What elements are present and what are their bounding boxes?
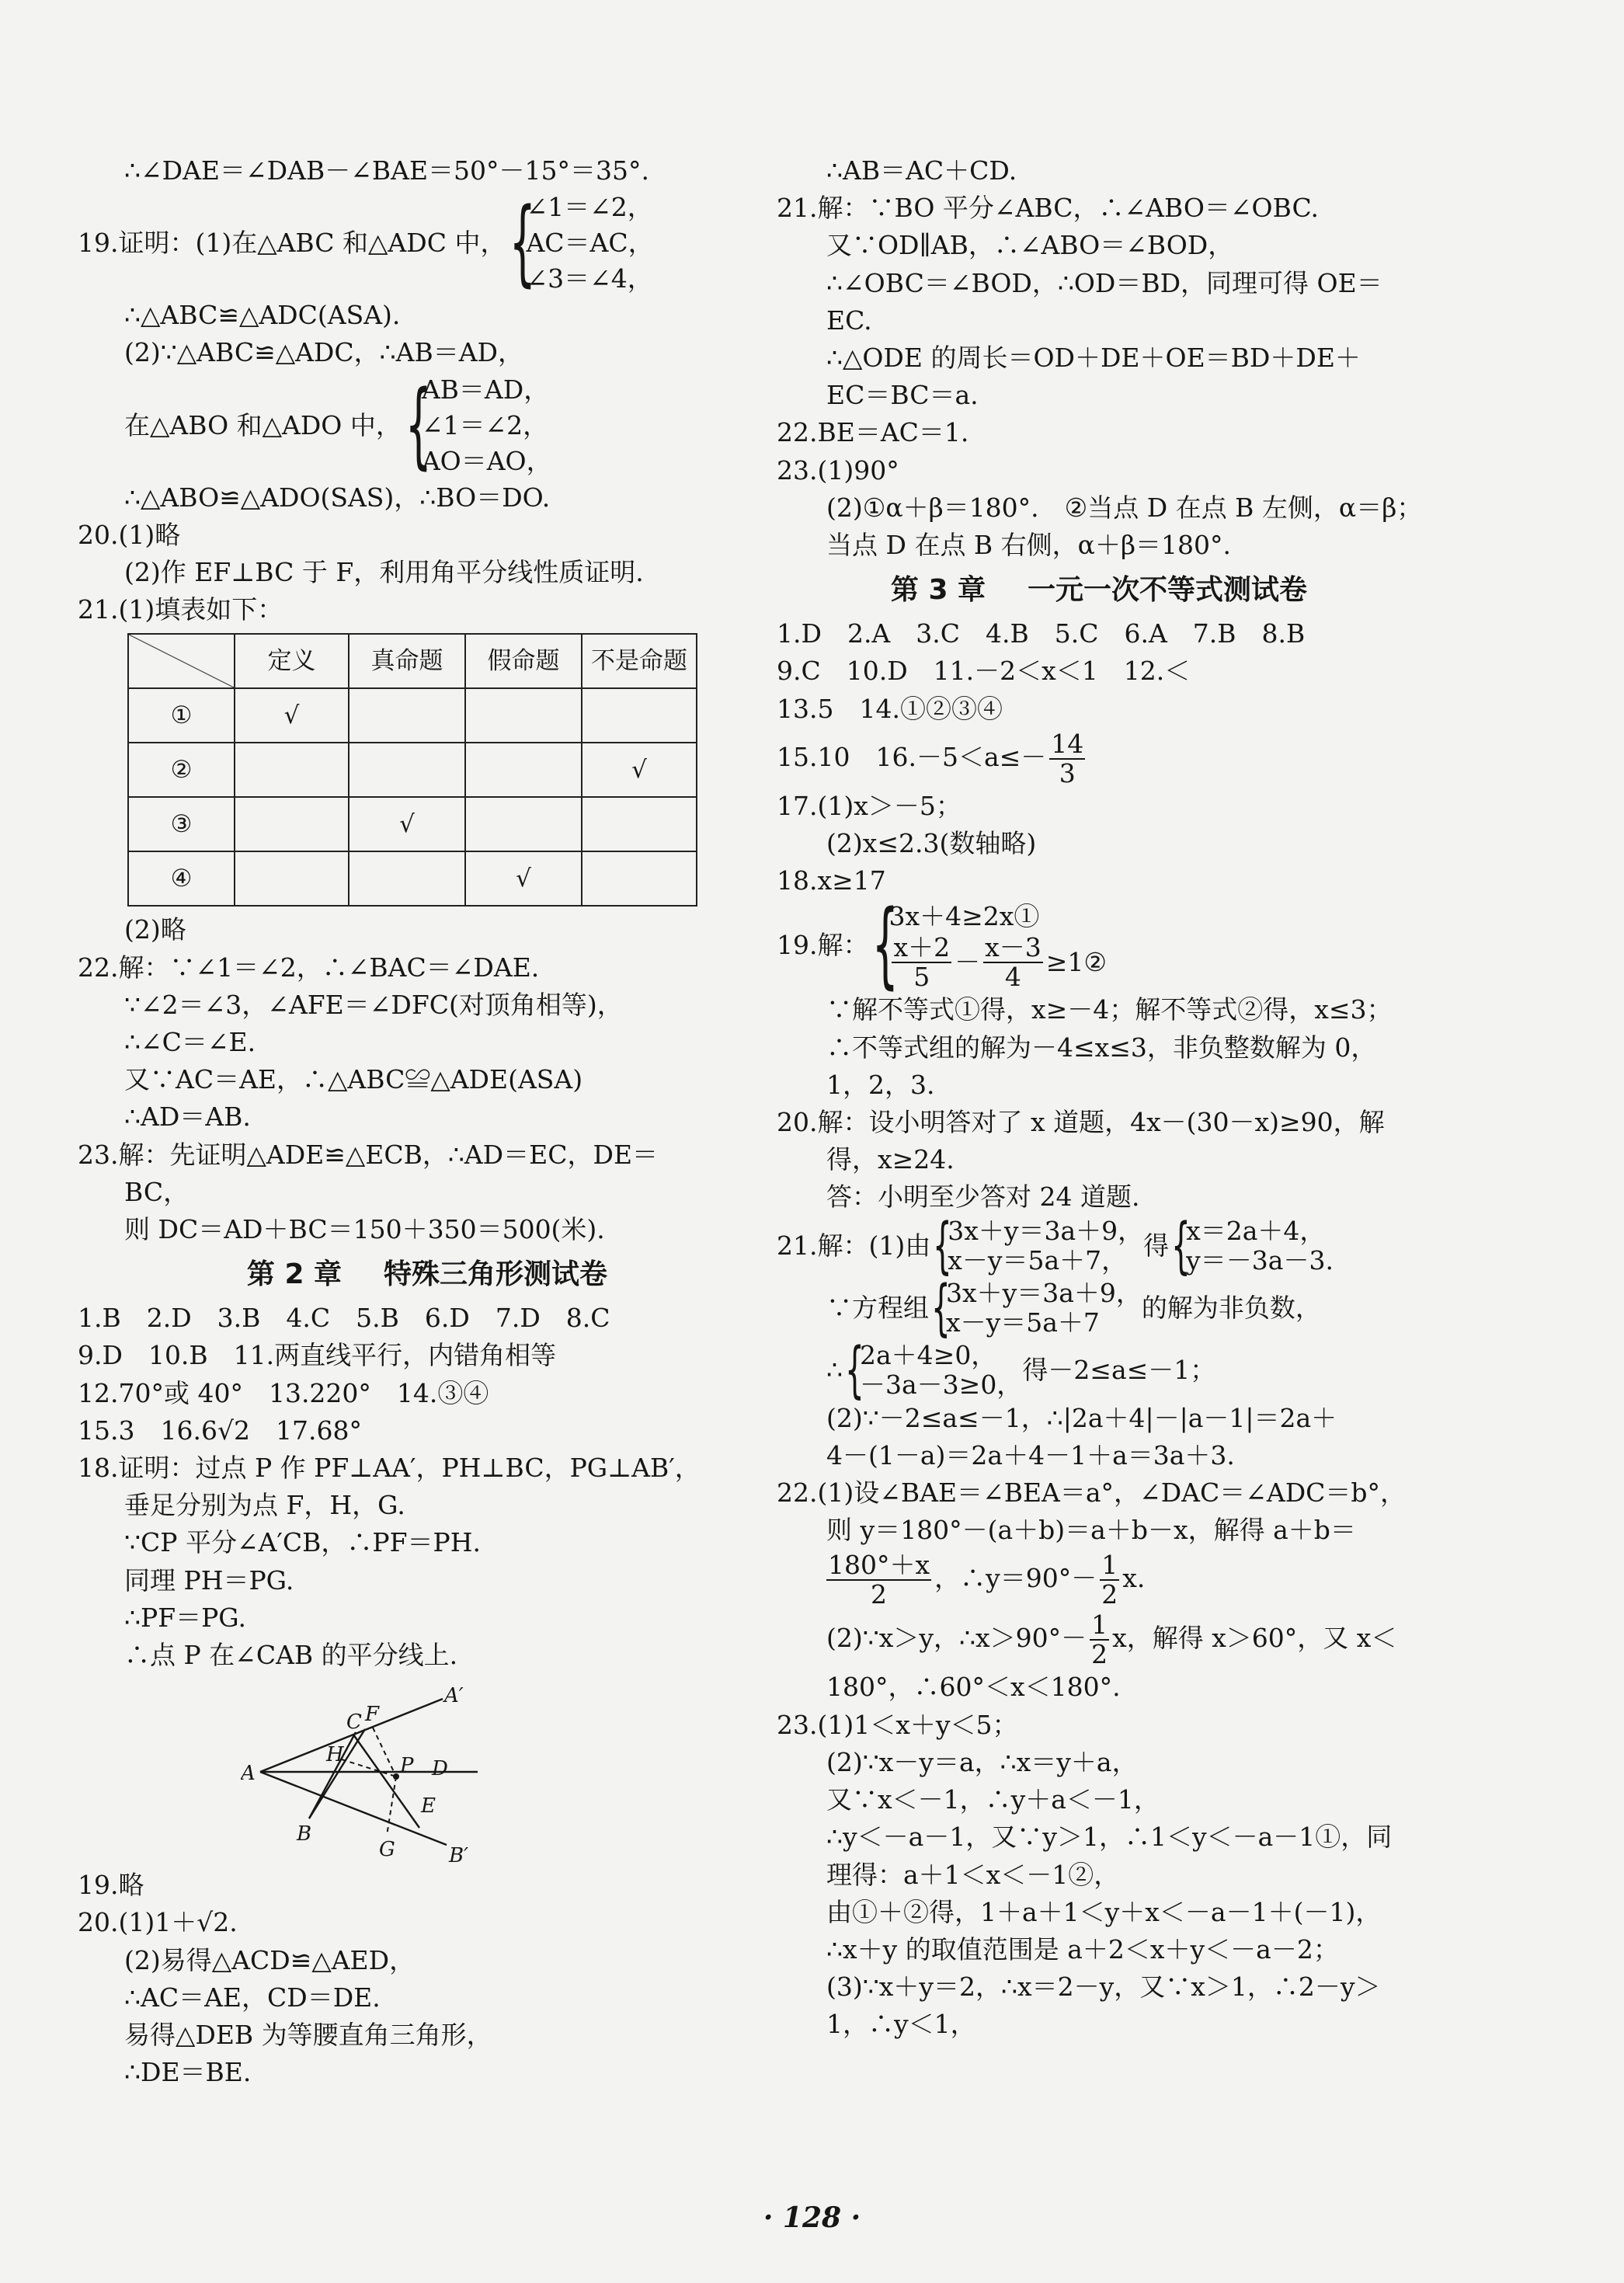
text-line: (2)∵－2≤a≤－1，∴|2a＋4|－|a－1|＝2a＋ (826, 1402, 1337, 1433)
answer-line: 15.3 16.6√2 17.68° (78, 1415, 362, 1446)
table-cell: √ (235, 688, 349, 743)
text-line: 18.证明：过点 P 作 PF⊥AA′，PH⊥BC，PG⊥AB′， (78, 1453, 701, 1484)
fig-label-g: G (379, 1838, 395, 1862)
text-line: ∴ (826, 1354, 843, 1385)
table-cell (582, 797, 697, 851)
dashed-ph (342, 1759, 396, 1777)
text-line: ∴△ABC≌△ADC(ASA). (124, 300, 401, 331)
text-line: ∴不等式组的解为－4≤x≤3，非负整数解为 0， (826, 1032, 1377, 1063)
table-row (128, 743, 697, 797)
system-row: －3a－3≥0， (860, 1369, 1023, 1400)
right-column (777, 152, 1421, 2044)
system-row: AB＝AD， (421, 374, 550, 405)
fraction-denominator: 4 (1004, 962, 1021, 993)
chapter-number: 第 2 章 (246, 1258, 343, 1291)
fig-label-d: D (432, 1757, 448, 1781)
system-row: y＝－3a－3. (1186, 1244, 1334, 1275)
table-header-cell: 真命题 (349, 634, 465, 688)
text-line: 23.(1)1＜x＋y＜5； (777, 1709, 1018, 1740)
table-cell (349, 851, 465, 906)
answer-line: 9.D 10.B 11.两直线平行，内错角相等 (78, 1340, 557, 1371)
chapter-title: 特殊三角形测试卷 (384, 1258, 608, 1291)
brace-symbol: { (933, 1210, 953, 1281)
text-line: ∴PF＝PG. (124, 1602, 246, 1633)
text-line: 又∵x＜－1，∴y＋a＜－1， (826, 1784, 1160, 1815)
point-p (393, 1773, 399, 1780)
text-line: 20.(1)略 (78, 519, 181, 550)
brace-symbol: { (1171, 1210, 1191, 1281)
text-line: EC. (826, 305, 872, 336)
table-row-label: ④ (128, 851, 235, 906)
dashed-pf (373, 1728, 396, 1777)
table-cell (465, 797, 582, 851)
operator: － (955, 947, 981, 978)
system-rows (946, 1279, 1142, 1338)
text-line: ≥1② (1045, 947, 1107, 978)
text-line: (2)∵x－y＝a，∴x＝y＋a， (826, 1746, 1138, 1777)
text-line: 得－2≤a≤－1； (1022, 1354, 1216, 1385)
text-line: 19.证明：(1)在△ABC 和△ADC 中， (78, 228, 506, 259)
text-line: ∴点 P 在∠CAB 的平分线上. (124, 1640, 458, 1671)
brace-symbol: { (872, 891, 899, 1000)
chapter-title: 一元一次不等式测试卷 (1028, 574, 1308, 607)
segment-ce (353, 1735, 419, 1828)
system-row: x－y＝5a＋7， (948, 1244, 1128, 1275)
fraction-numerator: x＋2 (893, 932, 951, 963)
answer-line: 12.70°或 40° 13.220° 14.③④ (78, 1377, 489, 1408)
text-line (777, 1549, 1421, 1609)
system-row: x＝2a＋4， (1186, 1215, 1326, 1246)
fig-label-b: B (297, 1822, 312, 1846)
system-rows (860, 1341, 1022, 1400)
text-line: 17.(1)x＞－5； (777, 790, 962, 821)
fig-label-b-prime: B′ (449, 1844, 469, 1867)
text-line: 则 y＝180°－(a＋b)＝a＋b－x，解得 a＋b＝ (826, 1515, 1356, 1546)
text-line: 易得△DEB 为等腰直角三角形， (124, 2020, 492, 2051)
table-cell (349, 688, 465, 743)
system-row: ∠1＝∠2， (526, 192, 653, 223)
text-line: 得，x≥24. (826, 1144, 955, 1175)
table-header-cell: 定义 (235, 634, 349, 688)
brace-symbol: { (405, 371, 432, 479)
answer-line: 9.C 10.D 11.－2＜x＜1 12.＜ (777, 656, 1191, 687)
text-line: 4－(1－a)＝2a＋4－1＋a＝3a＋3. (826, 1439, 1235, 1470)
ray-a-b-prime (260, 1772, 447, 1845)
system-row: ∠1＝∠2， (421, 409, 549, 440)
table-cell (349, 743, 465, 797)
text-line: (2)略 (124, 914, 186, 945)
text-line: ∴AC＝AE，CD＝DE. (124, 1982, 381, 2013)
text-line: (2)∵x＞y，∴x＞90°－ (826, 1623, 1087, 1654)
answer-line: 1.D 2.A 3.C 4.B 5.C 6.A 7.B 8.B (777, 618, 1306, 649)
text-line: 21.解：(1)由 (777, 1230, 931, 1261)
table-row-label: ② (128, 743, 235, 797)
equation-system (777, 1210, 1421, 1281)
text-line: ∴△ABO≌△ADO(SAS)，∴BO＝DO. (124, 482, 551, 513)
system-row: x－y＝5a＋7 (946, 1307, 1100, 1338)
system-row (889, 934, 1106, 991)
text-line: (3)∵x＋y＝2，∴x＝2－y，又∵x＞1，∴2－y＞ (826, 1972, 1381, 2003)
text-line: x. (1122, 1563, 1146, 1594)
text-line: (2)∵△ABC≌△ADC，∴AB＝AD， (124, 337, 523, 368)
table-cell (582, 851, 697, 906)
text-line: 20.(1)1＋√2. (78, 1907, 238, 1938)
text-line: 的解为非负数， (1141, 1292, 1321, 1323)
text-line: ∴∠OBC＝∠BOD，∴OD＝BD，同理可得 OE＝ (826, 267, 1382, 298)
text-line: 180°，∴60°＜x＜180°. (826, 1672, 1121, 1703)
text-line: 又∵OD∥AB，∴∠ABO＝∠BOD， (826, 230, 1234, 261)
text-line: 21.(1)填表如下： (78, 594, 283, 625)
text-line: ∴DE＝BE. (124, 2057, 252, 2088)
fig-label-f: F (365, 1703, 380, 1727)
system-row: 3x＋y＝3a＋9， (948, 1215, 1144, 1246)
table-corner-cell (128, 634, 235, 688)
text-line: BC， (124, 1176, 190, 1207)
table-cell (465, 743, 582, 797)
fraction (1049, 730, 1085, 788)
text-line: (2)x≤2.3(数轴略) (826, 828, 1037, 859)
system-row: 3x＋4≥2x① (889, 901, 1040, 932)
table-cell (465, 688, 582, 743)
answer-line: 13.5 14.①②③④ (777, 693, 1003, 724)
text-line: 20.解：设小明答对了 x 道题，4x－(30－x)≥90，解 (777, 1107, 1385, 1138)
text-line: ∴△ODE 的周长＝OD＋DE＋OE＝BD＋DE＋ (826, 343, 1361, 374)
text-line: 得 (1143, 1230, 1170, 1261)
fig-label-e: E (421, 1794, 436, 1818)
fraction (1090, 1611, 1109, 1669)
text-line (777, 1609, 1421, 1669)
brace-symbol: { (509, 189, 537, 298)
text-line: 19.略 (78, 1870, 144, 1901)
system-rows (889, 900, 1106, 991)
inequality-system (777, 891, 1421, 1000)
fraction (983, 934, 1043, 991)
table-header-row (128, 634, 697, 688)
table-row (128, 688, 697, 743)
fraction (826, 1551, 931, 1609)
text-line: ∴∠C＝∠E. (124, 1027, 256, 1058)
text-line: 22.解：∵∠1＝∠2，∴∠BAC＝∠DAE. (78, 952, 540, 983)
dashed-pg (387, 1777, 396, 1836)
text-line: 19.解： (777, 930, 869, 961)
system-row: AO＝AO， (421, 445, 552, 476)
text-line: ∵CP 平分∠A′CB，∴PF＝PH. (124, 1527, 481, 1558)
text-line: ∵解不等式①得，x≥－4；解不等式②得，x≤3； (826, 994, 1393, 1025)
chapter-number: 第 3 章 (890, 574, 986, 607)
text-line: x，解得 x＞60°，又 x＜ (1112, 1623, 1397, 1654)
fraction-denominator: 2 (1091, 1639, 1108, 1670)
fraction-numerator: 180°＋x (828, 1550, 930, 1581)
fraction-denominator: 2 (871, 1579, 888, 1610)
fraction-numerator: x－3 (985, 932, 1042, 963)
table-cell (235, 851, 349, 906)
text-line: 22.(1)设∠BAE＝∠BEA＝a°，∠DAC＝∠ADC＝b°， (777, 1477, 1407, 1509)
text-line: 1，2，3. (826, 1069, 935, 1100)
page-number: · 128 · (763, 2201, 861, 2234)
fraction-numerator: 1 (1101, 1550, 1118, 1581)
table-cell: √ (465, 851, 582, 906)
inequality-system (777, 1335, 1421, 1405)
system-rows (422, 372, 552, 479)
text-line: ∴∠DAE＝∠DAB－∠BAE＝50°－15°＝35°. (124, 155, 650, 186)
table-header-cell: 不是命题 (582, 634, 697, 688)
table-cell (235, 743, 349, 797)
text-line: 垂足分别为点 F，H，G. (124, 1490, 405, 1521)
brace-symbol: { (931, 1272, 951, 1343)
fraction (1100, 1551, 1119, 1609)
text-line: 答：小明至少答对 24 道题. (826, 1182, 1140, 1213)
proposition-table (127, 633, 697, 907)
fig-label-p: P (400, 1754, 414, 1778)
table-cell (235, 797, 349, 851)
left-column (78, 152, 777, 2092)
fig-label-a-prime: A′ (444, 1684, 464, 1708)
text-line: ∵方程组 (826, 1292, 929, 1323)
text-line: 21.解：∵BO 平分∠ABC，∴∠ABO＝∠OBC. (777, 193, 1320, 224)
table-row-label: ① (128, 688, 235, 743)
system-rows (526, 190, 653, 297)
text-line: ∵∠2＝∠3，∠AFE＝∠DFC(对顶角相等)， (124, 989, 623, 1020)
chapter-3-heading (777, 569, 1421, 612)
text-line: (2)作 EF⊥BC 于 F，利用角平分线性质证明. (124, 557, 644, 588)
fig-label-a: A (241, 1762, 256, 1786)
text-line: ∴y＜－a－1，又∵y＞1，∴1＜y＜－a－1①，同 (826, 1822, 1393, 1853)
system-row: 3x＋y＝3a＋9， (946, 1277, 1142, 1308)
geometry-figure (241, 1680, 489, 1867)
system-row: 2a＋4≥0， (860, 1339, 997, 1370)
text-line: 22.BE＝AC＝1. (777, 417, 969, 448)
text-line: 1，∴y＜1， (826, 2009, 976, 2040)
table-cell: √ (349, 797, 465, 851)
text-line: ∴AB＝AC＋CD. (826, 155, 1017, 186)
text-line: 则 DC＝AD＋BC＝150＋350＝500(米). (124, 1214, 605, 1245)
equation-system (78, 190, 777, 297)
table-cell: √ (582, 743, 697, 797)
text-line: 在△ABO 和△ADO 中， (124, 409, 402, 440)
equation-system (777, 1272, 1421, 1343)
equation-system (78, 372, 777, 479)
table-cell (582, 688, 697, 743)
answer-line: 1.B 2.D 3.B 4.C 5.B 6.D 7.D 8.C (78, 1303, 610, 1334)
table-row (128, 851, 697, 906)
text-line: 23.(1)90° (777, 454, 899, 485)
fig-label-h: H (326, 1743, 344, 1767)
answer-line (777, 728, 1421, 788)
text-line: 同理 PH＝PG. (124, 1564, 294, 1596)
text-line: 18.x≥17 (777, 865, 886, 896)
system-rows (948, 1216, 1143, 1275)
text-line: EC＝BC＝a. (826, 380, 979, 411)
system-row: AC＝AC， (526, 228, 654, 259)
fig-label-c: C (346, 1711, 362, 1735)
text-line: (2)①α＋β＝180°. ②当点 D 在点 B 左侧，α＝β； (826, 492, 1423, 523)
fraction-denominator: 3 (1059, 757, 1076, 788)
text-line: ∴x＋y 的取值范围是 a＋2＜x＋y＜－a－2； (826, 1933, 1339, 1965)
text-line: 当点 D 在点 B 右侧，α＋β＝180°. (826, 530, 1232, 561)
table-row-label: ③ (128, 797, 235, 851)
fraction-numerator: 1 (1091, 1610, 1108, 1641)
text-line: 又∵AC＝AE，∴△ABC≌△ADE(ASA) (124, 1064, 583, 1095)
system-row: ∠3＝∠4， (526, 263, 653, 294)
fraction-numerator: 14 (1051, 728, 1084, 759)
fraction (892, 934, 951, 991)
system-rows (1186, 1216, 1334, 1275)
text-line: ∴AD＝AB. (124, 1101, 251, 1133)
chapter-2-heading (78, 1253, 777, 1296)
text-line: ，∴y＝90°－ (934, 1563, 1097, 1594)
table-header-cell: 假命题 (465, 634, 582, 688)
table-row (128, 797, 697, 851)
text-line: (2)易得△ACD≌△AED， (124, 1944, 416, 1975)
brace-symbol: { (845, 1335, 864, 1405)
fraction-denominator: 2 (1101, 1579, 1118, 1610)
text-line: 由①＋②得，1＋a＋1＜y＋x＜－a－1＋(－1)， (826, 1896, 1382, 1927)
fraction-denominator: 5 (913, 962, 930, 993)
text-line: 15.10 16.－5＜a≤－ (777, 741, 1047, 772)
text-line: 23.解：先证明△ADE≌△ECB，∴AD＝EC，DE＝ (78, 1139, 659, 1170)
text-line: 理得：a＋1＜x＜－1②， (826, 1859, 1120, 1890)
